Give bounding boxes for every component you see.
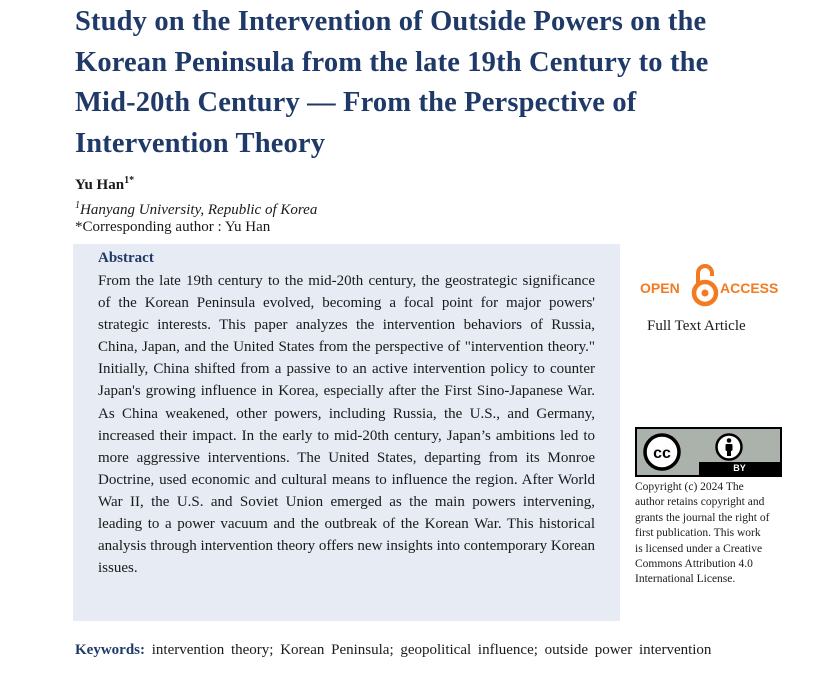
open-lock-icon [690,263,720,307]
open-access-right-text: ACCESS [720,280,779,296]
abstract-heading: Abstract [98,250,154,266]
keywords-label: Keywords: [75,642,145,658]
author-superscript: 1* [124,175,135,186]
open-access-left-text: OPEN [640,280,680,296]
author-name [75,172,134,194]
open-access-logo [640,263,790,307]
affiliation-superscript: 1 [75,200,80,211]
abstract-text: From the late 19th century to the mid-20th century, the geostrategic significance of the Korean Peninsula evolved, becoming a focal point for major powers' strategic interests. This paper analyzes the intervention behaviors of Russia, China, Japan, and the United States from the perspective of "intervention theory." Initially, China shifted from a passive to an active intervention policy to counter Japan's growing influence in Korea, especially after the First Sino-Japanese War. As China weakened, other powers, including Russia, the U.S., and Germany, increased their impact. In the early to mid-20th century, Japan’s ambitions led to more aggressive interventions. The United States, departing from its Monroe Doctrine, used economic and cultural means to influence the region. After World War II, the U.S. and Soviet Union emerged as the main powers intervening, leading to a power vacuum and the outbreak of the Korean War. This historical analysis through intervention theory offers new insights into contemporary Korean issues. [98,273,595,577]
attribution-person-icon [714,432,744,462]
corresponding-author: *Corresponding author : Yu Han [75,219,271,235]
creative-commons-icon [642,432,682,472]
cc-by-license-badge[interactable] [635,427,782,477]
keywords-section [75,640,748,661]
author-name-text: Yu Han [75,177,125,193]
full-text-label: Full Text Article [647,318,746,334]
paper-title: Study on the Intervention of Outside Powers on the Korean Peninsula from the late 19th Century to the Mid-20th Century — From the Perspective of Intervention Theory [75,6,709,159]
by-label: BY [699,462,780,475]
keywords-text: intervention theory; Korean Peninsula; geopolitical influence; outside power intervention [151,642,712,658]
cc-text: cc [653,445,671,462]
affiliation-text: Hanyang University, Republic of Korea [80,202,318,218]
copyright-notice: Copyright (c) 2024 The author retains copyright and grants the journal the right of first publication. This work is licensed under a Creative Commons Attribution 4.0 International License. [635,481,770,586]
